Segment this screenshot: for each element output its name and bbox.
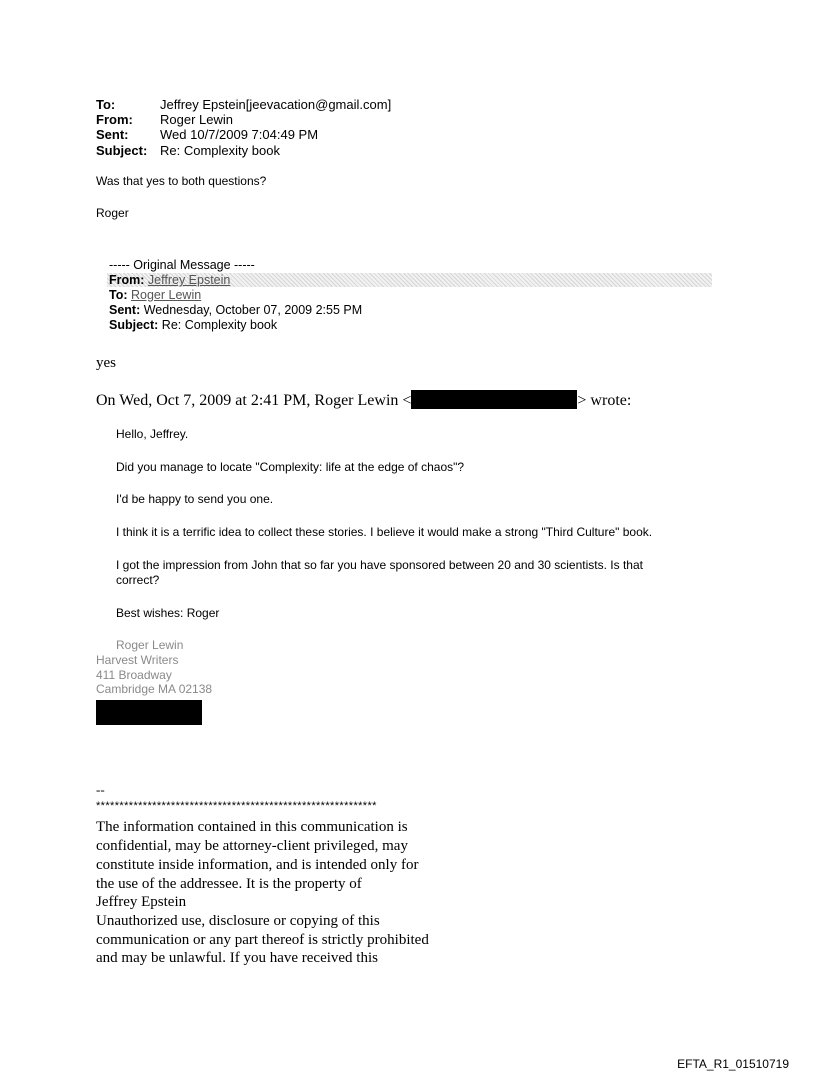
- yes-reply: yes: [96, 355, 116, 371]
- quoted-greeting: Hello, Jeffrey.: [116, 427, 189, 441]
- original-to-link[interactable]: Roger Lewin: [131, 288, 202, 302]
- quote-intro-after: > wrote:: [577, 392, 632, 409]
- header-sent-row: [96, 127, 318, 142]
- quote-intro-before: On Wed, Oct 7, 2009 at 2:41 PM, Roger Lewin <: [96, 392, 412, 409]
- disclaimer-line: communication or any part thereof is strictly prohibited: [96, 932, 429, 948]
- disclaimer-line: Unauthorized use, disclosure or copying of this: [96, 913, 380, 929]
- original-sent-value: Wednesday, October 07, 2009 2:55 PM: [143, 303, 363, 317]
- original-message-title: ----- Original Message -----: [109, 258, 255, 272]
- to-value: Jeffrey Epstein[jeevacation@gmail.com]: [160, 97, 392, 112]
- subject-value: Re: Complexity book: [160, 143, 280, 158]
- disclaimer-line: constitute inside information, and is intended only for: [96, 857, 419, 873]
- separator: --: [96, 782, 105, 797]
- signature-name: Roger Lewin: [116, 638, 184, 652]
- quoted-p2: I'd be happy to send you one.: [116, 492, 274, 506]
- original-sent-label: Sent:: [109, 303, 141, 317]
- quoted-p3: I think it is a terrific idea to collect these stories. I believe it would make a strong "Third Culture" book.: [116, 525, 653, 539]
- subject-label: Subject:: [96, 143, 148, 158]
- header-from-row: [96, 112, 233, 127]
- original-from-label: From:: [109, 273, 145, 287]
- disclaimer-line: confidential, may be attorney-client privileged, may: [96, 838, 408, 854]
- original-sent-row: [109, 303, 362, 318]
- from-value: Roger Lewin: [160, 112, 233, 127]
- stars-divider: ************************************************************: [96, 800, 377, 812]
- quoted-p4-line1: I got the impression from John that so far you have sponsored between 20 and 30 scientists. Is that: [116, 558, 643, 572]
- from-label: From:: [96, 112, 133, 127]
- quoted-p1: Did you manage to locate "Complexity: life at the edge of chaos"?: [116, 460, 465, 474]
- reply-signoff: Roger: [96, 206, 129, 220]
- original-from-link[interactable]: Jeffrey Epstein: [147, 273, 231, 287]
- footer-document-id: EFTA_R1_01510719: [677, 1057, 789, 1071]
- signature-org: Harvest Writers: [96, 653, 179, 667]
- disclaimer-line: Jeffrey Epstein: [96, 894, 187, 910]
- to-label: To:: [96, 97, 116, 112]
- disclaimer-line: the use of the addressee. It is the property of: [96, 876, 362, 892]
- original-subject-label: Subject:: [109, 318, 159, 332]
- disclaimer-line: The information contained in this communication is: [96, 819, 408, 835]
- quoted-closing: Best wishes: Roger: [116, 606, 220, 620]
- original-to-row: [109, 288, 201, 303]
- reply-line: Was that yes to both questions?: [96, 174, 267, 188]
- original-from-row: [109, 273, 230, 288]
- quote-intro: [96, 390, 631, 411]
- sent-label: Sent:: [96, 127, 129, 142]
- original-subject-value: Re: Complexity book: [161, 318, 278, 332]
- original-to-label: To:: [109, 288, 128, 302]
- sent-value: Wed 10/7/2009 7:04:49 PM: [160, 127, 319, 142]
- header-subject-row: [96, 143, 280, 158]
- disclaimer-line: and may be unlawful. If you have received this: [96, 950, 378, 966]
- header-to-row: [96, 97, 391, 112]
- signature-city: Cambridge MA 02138: [96, 682, 213, 696]
- original-subject-row: [109, 318, 277, 333]
- signature-street: 411 Broadway: [96, 668, 172, 682]
- redacted-block: [96, 700, 202, 725]
- redacted-email: [411, 390, 577, 409]
- quoted-p4-line2: correct?: [116, 573, 160, 587]
